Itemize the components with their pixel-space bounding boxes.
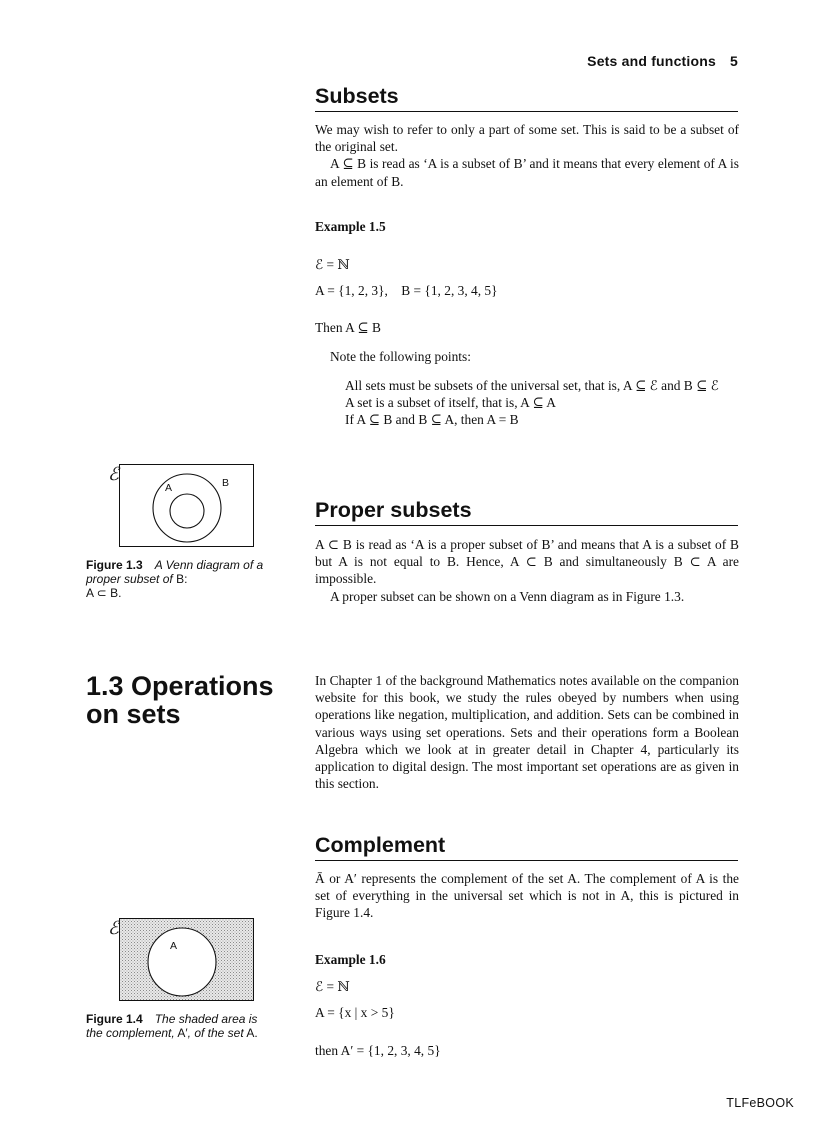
figure-1-3-number: Figure 1.3	[86, 558, 143, 572]
universal-set-rect	[120, 465, 254, 547]
figure-1-3-caption-set: B:	[176, 572, 188, 586]
figure-1-4-caption-text: The shaded area is the complement,	[86, 1012, 258, 1040]
example-1-5-title: Example 1.5	[315, 219, 386, 234]
figure-1-3-caption-expr: A ⊂ B.	[86, 586, 122, 600]
figure-1-3-label-b: B	[222, 477, 230, 489]
set-a-circle	[170, 494, 204, 528]
proper-subsets-paragraph-2: A proper subset can be shown on a Venn diagram as in Figure 1.3.	[330, 588, 685, 604]
complement-heading: Complement	[315, 833, 738, 861]
figure-1-4-venn	[119, 918, 255, 1002]
page-number: 5	[730, 53, 738, 69]
point-item: All sets must be subsets of the universal set, that is, A ⊆ ℰ and B ⊆ ℰ	[345, 378, 719, 393]
figure-1-4-caption-set: A.	[246, 1026, 258, 1040]
figure-1-4-caption	[86, 1012, 266, 1040]
example-1-6-universal: ℰ = ℕ	[315, 979, 350, 994]
operations-body	[315, 672, 739, 792]
subsets-paragraph-2: A ⊆ B is read as ‘A is a subset of B’ and it means that every element of A is an element of B.	[315, 156, 739, 189]
subsets-body	[315, 121, 739, 190]
proper-subsets-body	[315, 536, 739, 605]
complement-body	[315, 870, 739, 922]
footer-watermark: TLFeBOOK	[726, 1096, 794, 1110]
figure-1-3-label-a: A	[165, 482, 173, 494]
proper-subsets-heading: Proper subsets	[315, 498, 738, 526]
point-item: If A ⊆ B and B ⊆ A, then A = B	[345, 412, 519, 428]
section-1-3-heading: 1.3 Operations on sets	[86, 671, 274, 729]
figure-1-3-caption	[86, 558, 266, 600]
example-1-6-then: then A′ = {1, 2, 3, 4, 5}	[315, 1043, 441, 1058]
figure-1-3-venn	[119, 464, 255, 548]
example-1-5-note: Note the following points:	[330, 349, 471, 364]
subsets-paragraph-1: We may wish to refer to only a part of some set. This is said to be a subset of the original set.	[315, 122, 739, 155]
example-1-6-title: Example 1.6	[315, 952, 386, 967]
figure-1-3-caption-text: A Venn diagram of a proper subset of	[86, 558, 264, 586]
example-1-5-then: Then A ⊆ B	[315, 320, 381, 335]
example-1-5-sets: A = {1, 2, 3}, B = {1, 2, 3, 4, 5}	[315, 283, 498, 298]
example-1-5-universal: ℰ = ℕ	[315, 257, 350, 272]
subsets-heading: Subsets	[315, 84, 738, 112]
figure-1-4-universal-label: ℰ	[108, 918, 119, 938]
running-head	[587, 53, 738, 69]
operations-paragraph-1: In Chapter 1 of the background Mathematics notes available on the companion website for this book, we study the rules obeyed by numbers when using operations like negation, multiplication, and addition. Sets can be combined in various ways using set operations. Sets and their operations form a Boolean Algebra which we look at in greater detail in Chapter 4, particularly its application to digital design. The most important set operations are as given in this section.	[315, 673, 739, 792]
figure-1-4-number: Figure 1.4	[86, 1012, 143, 1026]
figure-1-3-universal-label: ℰ	[108, 464, 119, 484]
figure-1-4-caption-prime: A′	[177, 1026, 188, 1040]
proper-subsets-paragraph-1: A ⊂ B is read as ‘A is a proper subset of B’ and means that A is a subset of B but A is not equal to B. Hence, A ⊂ B and simultaneously B ⊂ A are impossible.	[315, 537, 739, 587]
example-1-5-points	[345, 377, 739, 429]
figure-1-4-caption-text-2: , of the set	[187, 1026, 244, 1040]
set-a-circle	[148, 928, 216, 996]
point-item: A set is a subset of itself, that is, A ⊆ A	[345, 395, 556, 411]
figure-1-4-label-a: A	[170, 940, 178, 952]
complement-paragraph-1: Ā or A′ represents the complement of the set A. The complement of A is the set of everything in the universal set which is not in A, this is pictured in Figure 1.4.	[315, 871, 739, 921]
example-1-6-set-a: A = {x | x > 5}	[315, 1005, 395, 1020]
running-head-title: Sets and functions	[587, 53, 716, 69]
set-b-circle	[153, 474, 221, 542]
